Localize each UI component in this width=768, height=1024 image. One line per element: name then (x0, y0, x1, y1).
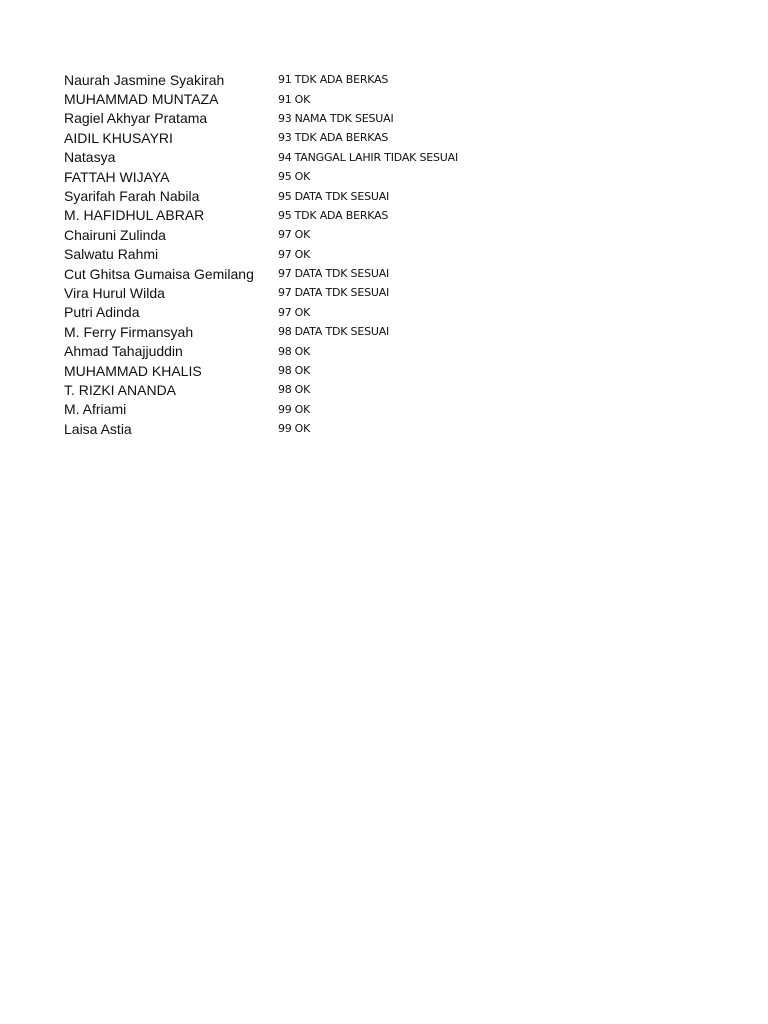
list-item (64, 303, 724, 322)
person-name: Laisa Astia (64, 420, 132, 437)
list-item (64, 186, 724, 205)
score-value: 98 (278, 325, 292, 339)
score-value: 91 (278, 73, 292, 87)
list-item (64, 341, 724, 360)
person-name: M. HAFIDHUL ABRAR (64, 207, 205, 224)
list-item (64, 283, 724, 302)
score-value: 95 (278, 170, 292, 184)
list-item (64, 225, 724, 244)
list-item (64, 70, 724, 89)
person-name: Syarifah Farah Nabila (64, 188, 200, 205)
person-name: Natasya (64, 149, 116, 166)
status-text: TANGGAL LAHIR TIDAK SESUAI (294, 150, 458, 164)
score-value: 93 (278, 131, 292, 145)
status-text: TDK ADA BERKAS (294, 131, 389, 145)
score-value: 98 (278, 364, 292, 378)
list-item (64, 361, 724, 380)
score-value: 95 (278, 208, 292, 222)
list-item (64, 380, 724, 399)
status-text: OK (294, 344, 311, 358)
list-item (64, 322, 724, 341)
list-item (64, 109, 724, 128)
person-name: Cut Ghitsa Gumaisa Gemilang (64, 265, 254, 282)
status-text: DATA TDK SESUAI (294, 325, 390, 339)
person-name: Chairuni Zulinda (64, 226, 166, 243)
score-value: 99 (278, 422, 292, 436)
score-value: 98 (278, 344, 292, 358)
person-name: FATTAH WIJAYA (64, 168, 170, 185)
status-text: DATA TDK SESUAI (294, 189, 390, 203)
status-text: OK (294, 228, 311, 242)
score-value: 97 (278, 305, 292, 319)
person-name: Salwatu Rahmi (64, 246, 159, 263)
person-name: Naurah Jasmine Syakirah (64, 71, 225, 88)
score-value: 93 (278, 111, 292, 125)
status-text: TDK ADA BERKAS (294, 73, 389, 87)
score-value: 95 (278, 189, 292, 203)
status-text: OK (294, 383, 311, 397)
status-text: OK (294, 402, 311, 416)
name-list (64, 70, 724, 438)
list-item (64, 245, 724, 264)
person-name: M. Ferry Firmansyah (64, 323, 194, 340)
status-text: OK (294, 422, 311, 436)
person-name: Ragiel Akhyar Pratama (64, 110, 208, 127)
list-item (64, 148, 724, 167)
score-value: 98 (278, 383, 292, 397)
status-text: OK (294, 364, 311, 378)
score-value: 97 (278, 267, 292, 281)
status-text: OK (294, 170, 311, 184)
status-text: DATA TDK SESUAI (294, 267, 390, 281)
list-item (64, 264, 724, 283)
person-name: Putri Adinda (64, 304, 140, 321)
person-name: T. RIZKI ANANDA (64, 381, 177, 398)
score-value: 91 (278, 92, 292, 106)
status-text: OK (294, 247, 311, 261)
list-item (64, 128, 724, 147)
person-name: AIDIL KHUSAYRI (64, 129, 173, 146)
score-value: 94 (278, 150, 292, 164)
person-name: Ahmad Tahajjuddin (64, 343, 183, 360)
status-text: NAMA TDK SESUAI (294, 111, 394, 125)
status-text: TDK ADA BERKAS (294, 208, 389, 222)
score-value: 97 (278, 228, 292, 242)
person-name: M. Afriami (64, 401, 127, 418)
person-name: MUHAMMAD KHALIS (64, 362, 202, 379)
list-item (64, 89, 724, 108)
status-text: OK (294, 92, 311, 106)
score-value: 99 (278, 402, 292, 416)
list-item (64, 167, 724, 186)
status-text: OK (294, 305, 311, 319)
person-name: MUHAMMAD MUNTAZA (64, 91, 219, 108)
status-text: DATA TDK SESUAI (294, 286, 390, 300)
person-name: Vira Hurul Wilda (64, 284, 165, 301)
score-value: 97 (278, 286, 292, 300)
list-item (64, 206, 724, 225)
list-item (64, 400, 724, 419)
score-value: 97 (278, 247, 292, 261)
list-item (64, 419, 724, 438)
